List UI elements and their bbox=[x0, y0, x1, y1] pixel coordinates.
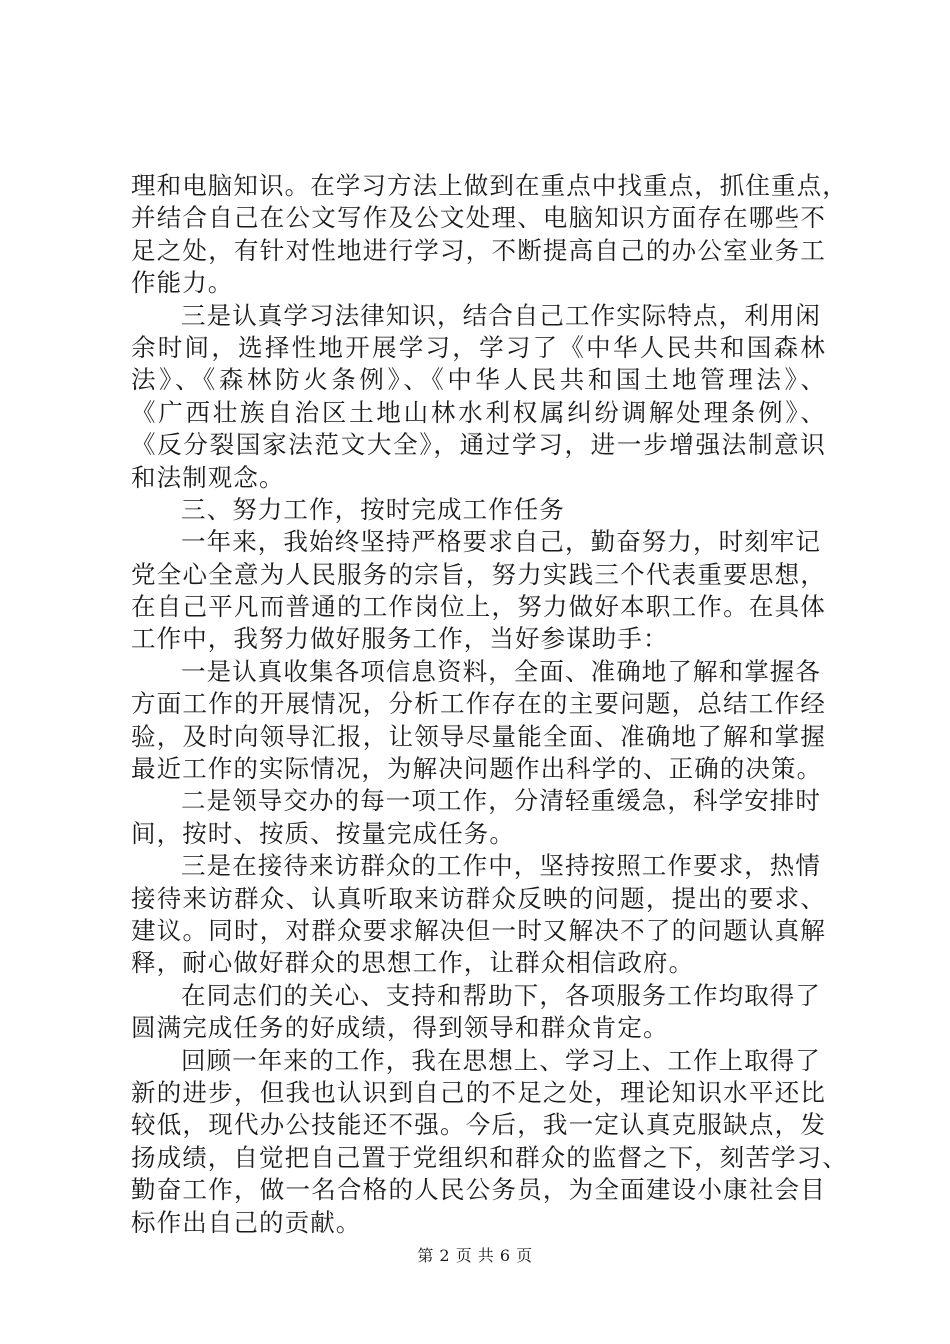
text-line: 余时间，选择性地开展学习，学习了《中华人民共和国森林 bbox=[131, 332, 826, 362]
text-line: 验，及时向领导汇报，让领导尽量能全面、准确地了解和掌握 bbox=[131, 721, 826, 751]
text-line: 方面工作的开展情况，分析工作存在的主要问题，总结工作经 bbox=[131, 689, 826, 719]
text-line: 工作中，我努力做好服务工作，当好参谋助手： bbox=[131, 624, 669, 654]
text-line: 三是认真学习法律知识，结合自己工作实际特点，利用闲 bbox=[181, 300, 821, 330]
text-line: 在自己平凡而普通的工作岗位上，努力做好本职工作。在具体 bbox=[131, 592, 826, 622]
text-line: 足之处，有针对性地进行学习，不断提高自己的办公室业务工 bbox=[131, 235, 826, 265]
text-line: 释，耐心做好群众的思想工作，让群众相信政府。 bbox=[131, 948, 695, 978]
text-line: 最近工作的实际情况，为解决问题作出科学的、正确的决策。 bbox=[131, 754, 823, 784]
text-line: 《广西壮族自治区土地山林水利权属纠纷调解处理条例》、 bbox=[131, 397, 826, 427]
text-line: 理和电脑知识。在学习方法上做到在重点中找重点，抓住重点， bbox=[131, 171, 848, 200]
text-line: 较低，现代办公技能还不强。今后，我一定认真克服缺点，发 bbox=[131, 1110, 826, 1140]
text-line: 扬成绩，自觉把自己置于党组织和群众的监督之下，刻苦学习、 bbox=[131, 1142, 848, 1172]
text-line: 法》、《森林防火条例》、《中华人民共和国土地管理法》、 bbox=[131, 365, 826, 395]
text-line: 勤奋工作，做一名合格的人民公务员，为全面建设小康社会目 bbox=[131, 1175, 826, 1205]
text-line: 回顾一年来的工作，我在思想上、学习上、工作上取得了 bbox=[181, 1045, 821, 1075]
text-line: 党全心全意为人民服务的宗旨，努力实践三个代表重要思想， bbox=[131, 559, 826, 589]
text-line: 和法制观念。 bbox=[131, 462, 285, 492]
section-heading: 三、努力工作，按时完成工作任务 bbox=[181, 494, 565, 524]
text-line: 在同志们的关心、支持和帮助下，各项服务工作均取得了 bbox=[181, 980, 821, 1010]
text-line: 二是领导交办的每一项工作，分清轻重缓急，科学安排时 bbox=[181, 786, 821, 816]
text-line: 建议。同时，对群众要求解决但一时又解决不了的问题认真解 bbox=[131, 915, 826, 945]
text-line: 《反分裂国家法范文大全》，通过学习，进一步增强法制意识 bbox=[131, 430, 826, 460]
text-line: 一是认真收集各项信息资料，全面、准确地了解和掌握各 bbox=[181, 656, 821, 686]
text-line: 新的进步，但我也认识到自己的不足之处，理论知识水平还比 bbox=[131, 1077, 826, 1107]
text-line: 标作出自己的贡献。 bbox=[131, 1207, 362, 1237]
text-line: 并结合自己在公文写作及公文处理、电脑知识方面存在哪些不 bbox=[131, 203, 826, 233]
text-line: 三是在接待来访群众的工作中，坚持按照工作要求，热情 bbox=[181, 851, 821, 881]
text-line: 作能力。 bbox=[131, 268, 234, 298]
text-line: 间，按时、按质、按量完成任务。 bbox=[131, 818, 515, 848]
page-number: 第 2 页 共 6 页 bbox=[417, 1246, 533, 1265]
text-line: 一年来，我始终坚持严格要求自己，勤奋努力，时刻牢记 bbox=[181, 527, 821, 557]
document-body bbox=[131, 170, 848, 1239]
page-footer bbox=[0, 1243, 950, 1266]
text-line: 圆满完成任务的好成绩，得到领导和群众肯定。 bbox=[131, 1013, 669, 1043]
text-line: 接待来访群众、认真听取来访群众反映的问题，提出的要求、 bbox=[131, 883, 826, 913]
